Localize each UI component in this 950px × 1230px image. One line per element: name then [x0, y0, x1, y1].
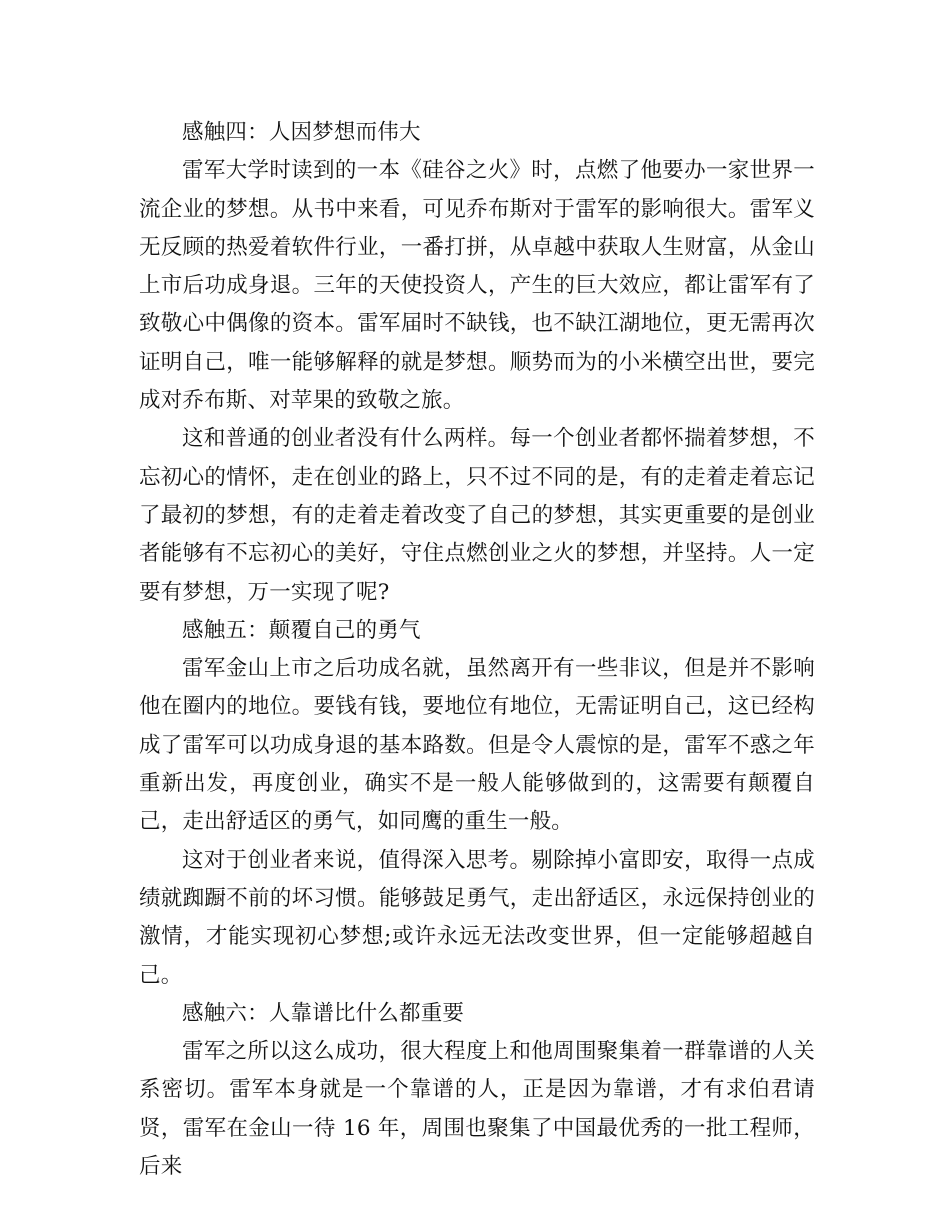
- paragraph: 雷军大学时读到的一本《硅谷之火》时，点燃了他要办一家世界一流企业的梦想。从书中来看，可见乔布斯对于雷军的影响很大。雷军义无反顾的热爱着软件行业，一番打拼，从卓越中获取人生财富，从金山上市后功成身退。三年的天使投资人，产生的巨大效应，都让雷军有了致敬心中偶像的资本。雷军届时不缺钱，也不缺江湖地位，更无需再次证明自己，唯一能够解释的就是梦想。顺势而为的小米横空出世，要完成对乔布斯、对苹果的致敬之旅。: [139, 158, 815, 414]
- section-heading-6: 感触六：人靠谱比什么都重要: [182, 1000, 465, 1026]
- paragraph: 雷军之所以这么成功，很大程度上和他周围聚集着一群靠谱的人关系密切。雷军本身就是一个靠谱的人，正是因为靠谱，才有求伯君请贤，雷军在金山一待 16 年，周围也聚集了中国最优秀的一批工程师，后来: [139, 1039, 815, 1180]
- paragraph: 雷军金山上市之后功成名就，虽然离开有一些非议，但是并不影响他在圈内的地位。要钱有钱，要地位有地位，无需证明自己，这已经构成了雷军可以功成身退的基本路数。但是令人震惊的是，雷军不惑之年重新出发，再度创业，确实不是一般人能够做到的，这需要有颠覆自己，走出舒适区的勇气，如同鹰的重生一般。: [139, 656, 815, 835]
- section-heading-4: 感触四：人因梦想而伟大: [182, 120, 421, 145]
- document-body: [139, 114, 815, 1186]
- section-heading-5: 感触五：颠覆自己的勇气: [182, 617, 421, 643]
- paragraph: 这和普通的创业者没有什么两样。每一个创业者都怀揣着梦想，不忘初心的情怀，走在创业的路上，只不过不同的是，有的走着走着忘记了最初的梦想，有的走着走着改变了自己的梦想，其实更重要的是创业者能够有不忘初心的美好，守住点燃创业之火的梦想，并坚持。人一定要有梦想，万一实现了呢?: [139, 426, 815, 605]
- paragraph: 这对于创业者来说，值得深入思考。剔除掉小富即安，取得一点成绩就踟蹰不前的坏习惯。能够鼓足勇气，走出舒适区，永远保持创业的激情，才能实现初心梦想;或许永远无法改变世界，但一定能够超越自己。: [139, 847, 815, 988]
